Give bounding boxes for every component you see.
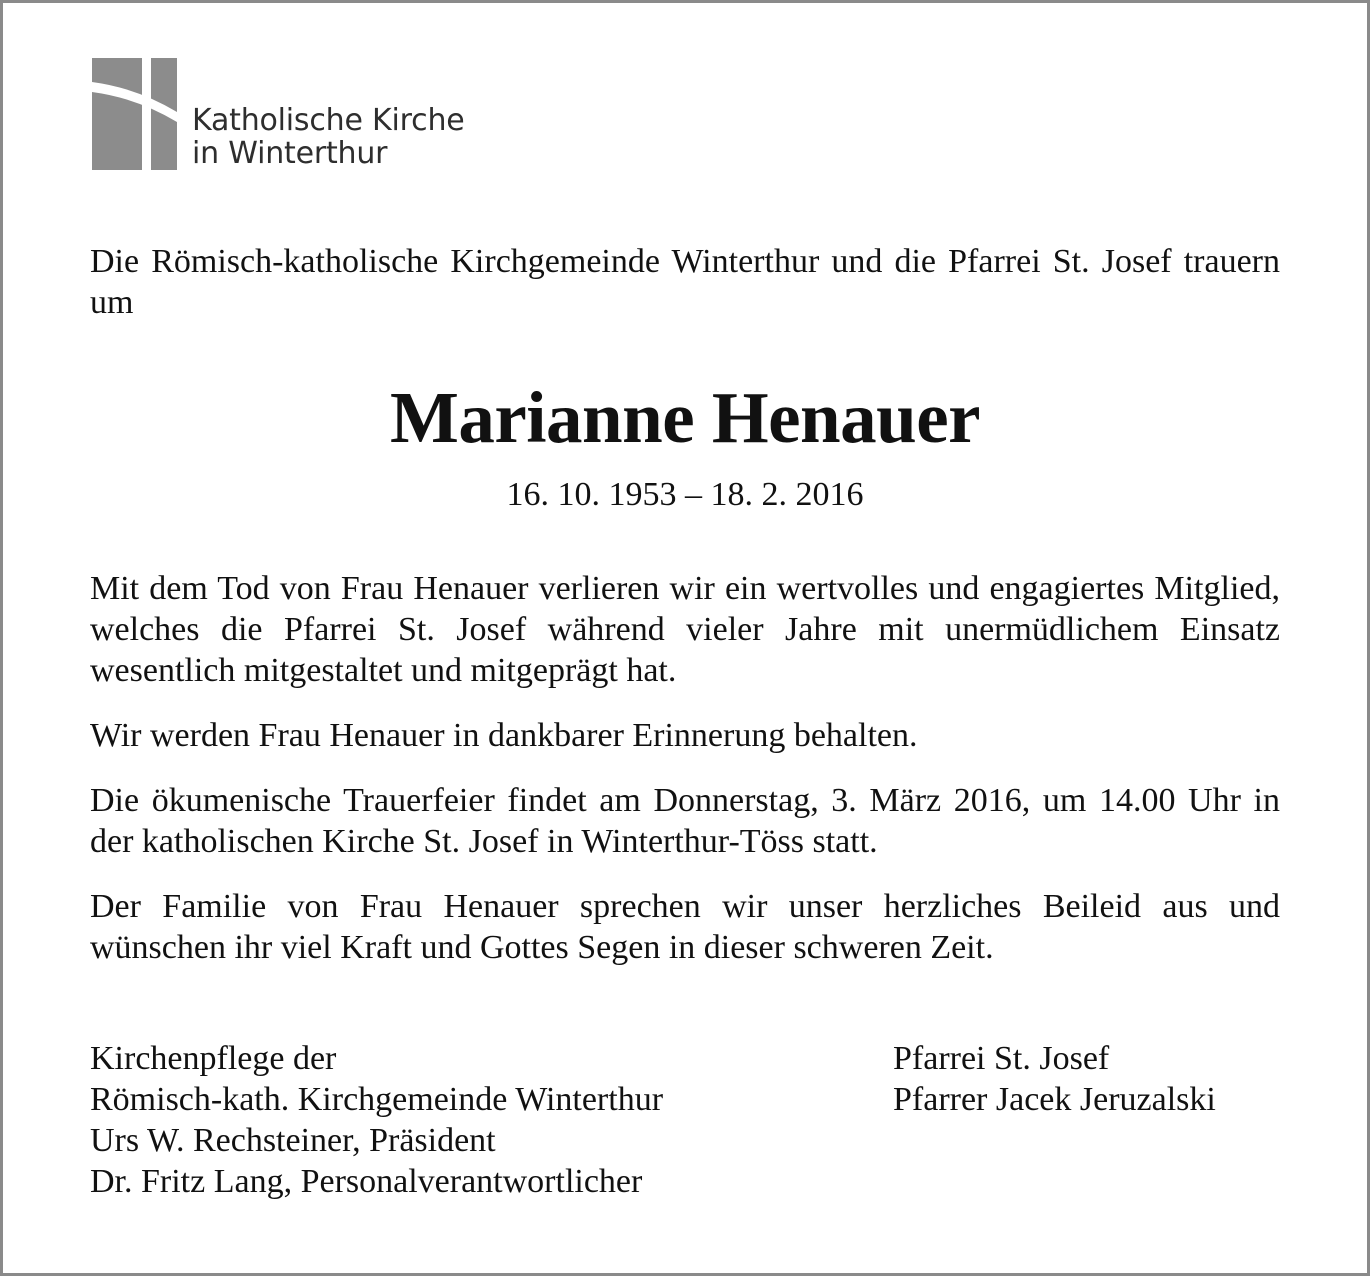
deceased-name: Marianne Henauer (389, 377, 981, 458)
life-dates: 16. 10. 1953 – 18. 2. 2016 (506, 476, 864, 513)
signature-line: Pfarrei St. Josef (893, 1040, 1110, 1077)
logo-line-1: Katholische Kirche (192, 103, 465, 138)
signature-line: Pfarrer Jacek Jeruzalski (893, 1081, 1216, 1118)
logo-line-2: in Winterthur (192, 136, 388, 171)
signature-left (90, 1038, 663, 1202)
signature-line: Kirchenpflege der (90, 1040, 337, 1077)
paragraph-service: Die ökumenische Trauerfeier findet am Donnerstag, 3. März 2016, um 14.00 Uhr in der katholischen Kirche St. Josef in Winterthur-Töss statt. (90, 782, 1280, 860)
intro-text: Die Römisch-katholische Kirchgemeinde Winterthur und die Pfarrei St. Josef trauern um (90, 243, 1280, 321)
church-cross-logo-icon (92, 58, 182, 172)
signature-line: Dr. Fritz Lang, Personalverantwortlicher (90, 1163, 643, 1200)
paragraph-tribute: Mit dem Tod von Frau Henauer verlieren wir ein wertvolles und engagiertes Mitglied, welches die Pfarrei St. Josef während vieler Jahre mit unermüdlichem Einsatz wesentlich mitgestaltet und mitgeprägt hat. (90, 570, 1280, 689)
church-logo (92, 58, 512, 172)
logo-wordmark (192, 104, 465, 170)
signature-line: Urs W. Rechsteiner, Präsident (90, 1122, 496, 1159)
obituary-body (90, 568, 1280, 992)
signature-right (893, 1038, 1216, 1120)
paragraph-condolence: Der Familie von Frau Henauer sprechen wir unser herzliches Beileid aus und wünschen ihr viel Kraft und Gottes Segen in dieser schweren Zeit. (90, 888, 1280, 966)
paragraph-remembrance: Wir werden Frau Henauer in dankbarer Erinnerung behalten. (90, 717, 918, 754)
signature-line: Römisch-kath. Kirchgemeinde Winterthur (90, 1081, 664, 1118)
